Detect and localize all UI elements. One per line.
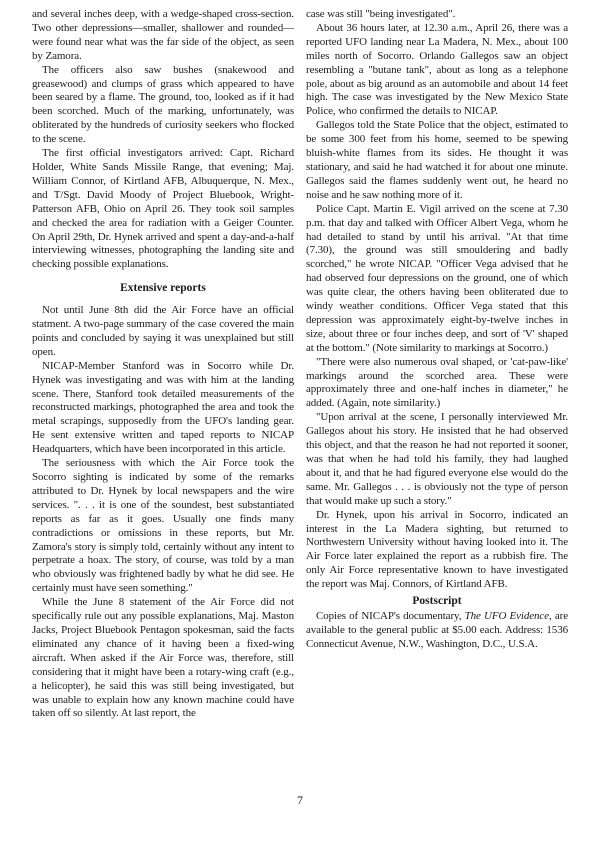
paragraph: While the June 8 statement of the Air Force did not specifically rule out any possible explanations, Maj. Maston Jacks, Project Bluebook Pentagon spokesman, said the facts eliminated any chance of it having been a fixed-wing aircraft. When asked if the Air Force was, therefore, still considering that it might have been a rotary-wing craft (e.g., a helicopter), he said this was still being investigated, but was unable to explain how any known machine could have taken off so silently. At last report, the (32, 596, 294, 720)
postscript-paragraph (306, 610, 568, 652)
left-column (32, 8, 294, 721)
paragraph: The seriousness with which the Air Force took the Socorro sighting is indicated by some of the remarks attributed to Dr. Hynek by local newspapers and the wire services. ". . . it is one of the soundest, best substantiated reports as far as it goes. Usually one finds many contradictions or omissions in these reports, but Mr. Zamora's story is simply told, certainly without any intent to perpetrate a hoax. The story, of course, was told by a man who obviously was frightened badly by what he did see. He certainly must have seen something." (32, 457, 294, 595)
paragraph: Dr. Hynek, upon his arrival in Socorro, indicated an interest in the La Madera sighting, but returned to Northwestern University without having looked into it. The Air Force later explained the report as a rubbish fire. The only Air Force representative known to have investigated the report was Maj. Connors, of Kirtland AFB. (306, 508, 568, 591)
paragraph: Not until June 8th did the Air Force have an official statment. A two-page summary of the case covered the main points and concluded by saying it was unexplained but still open. (32, 304, 294, 358)
paragraph: NICAP-Member Stanford was in Socorro while Dr. Hynek was investigating and was with him at the landing scene. There, Stanford took detailed measurements of the reconstructed markings, photographed the area and took the metal scrapings, supposedly from the UFO's landing gear. He sent extensive written and taped reports to NICAP Headquarters, which have been incorporated in this article. (32, 359, 294, 456)
page-number: 7 (297, 793, 303, 807)
paragraph: and several inches deep, with a wedge-shaped cross-section. Two other depressions—smaller, shallower and rounded—were found near what was the far side of the object, as seen by Zamora. (32, 8, 294, 62)
paragraph: The first official investigators arrived: Capt. Richard Holder, White Sands Missile Range, that evening; Maj. William Connor, of Kirtland AFB, Albuquerque, N. Mex., and T/Sgt. David Moody of Project Bluebook, Wright-Patterson AFB, Ohio on April 26. They took soil samples and checked the area for radiation with a Geiger Counter. On April 29th, Dr. Hynek arrived and spent a day-and-a-half interviewing witnesses, photographing the landing site and checking possible explanations. (32, 147, 294, 271)
paragraph: case was still "being investigated". (306, 8, 456, 20)
article-columns (32, 8, 570, 721)
paragraph: About 36 hours later, at 12.30 a.m., April 26, there was a reported UFO landing near La Madera, N. Mex., about 100 miles north of Socorro. Orlando Gallegos saw an object resembling a "butane tank", about as long as a telephone pole, about as big around as an automobile and about 14 feet high. The case was investigated by the New Mexico State Police, who confirmed the details to NICAP. (306, 21, 568, 118)
paragraph: Gallegos told the State Police that the object, estimated to be some 300 feet from his home, seemed to be spewing bluish-white flames from its sides. He thought it was stationary, and said he had watched it for about one minute. Gallegos said the flames suddenly went out, he heard no noise and he saw nothing more of it. (306, 119, 568, 201)
section-heading-extensive-reports: Extensive reports (120, 282, 206, 295)
paragraph: "There were also numerous oval shaped, or 'cat-paw-like' markings around the scorched area. These were approximately three and one-half inches in diameter," he added. (Again, note similarity.) (306, 355, 568, 410)
right-column (306, 8, 568, 721)
paragraph: The officers also saw bushes (snakewood and greasewood) and clumps of grass which appeared to have been seared by a flame. The ground, too, looked as if it had been scorched. Much of the marking, unfortunately, was obliterated by the hundreds of curiosity seekers who flocked to the scene. (32, 63, 294, 146)
paragraph: "Upon arrival at the scene, I personally interviewed Mr. Gallegos about his story. He insisted that he had observed this object, and that the reason he had not reported it sooner, was that when he had told his family, they had laughed about it, and that he had figured everyone else would do the same. Mr. Gallegos . . . is obviously not the type of person that would make up such a story." (306, 411, 568, 507)
postscript-text: , are available to the general public at $5.00 each. Address: 1536 Connecticut Avenue, N.W., Washington, D.C., U.S.A. (306, 609, 568, 650)
publication-title: The UFO Evidence (464, 609, 550, 622)
postscript-text: Copies of NICAP's documentary, (316, 609, 465, 622)
paragraph: Police Capt. Martin E. Vigil arrived on the scene at 7.30 p.m. that day and talked with Officer Albert Vega, whom he had detailed to stand by until his arrival. "At that time (7.30), the ground was still smouldering and badly scorched," he wrote NICAP. "Officer Vega advised that he had observed four depressions on the ground, one of which was quite clear, the others having been obliterated due to windy weather conditions. Officer Vega stated that this depression was approximately eight-by-twelve inches in size, about three or four inches deep, and sort of 'V' shaped at the bottom." (Note similarity to markings at Socorro.) (306, 202, 568, 354)
section-heading-postscript: Postscript (412, 595, 462, 608)
